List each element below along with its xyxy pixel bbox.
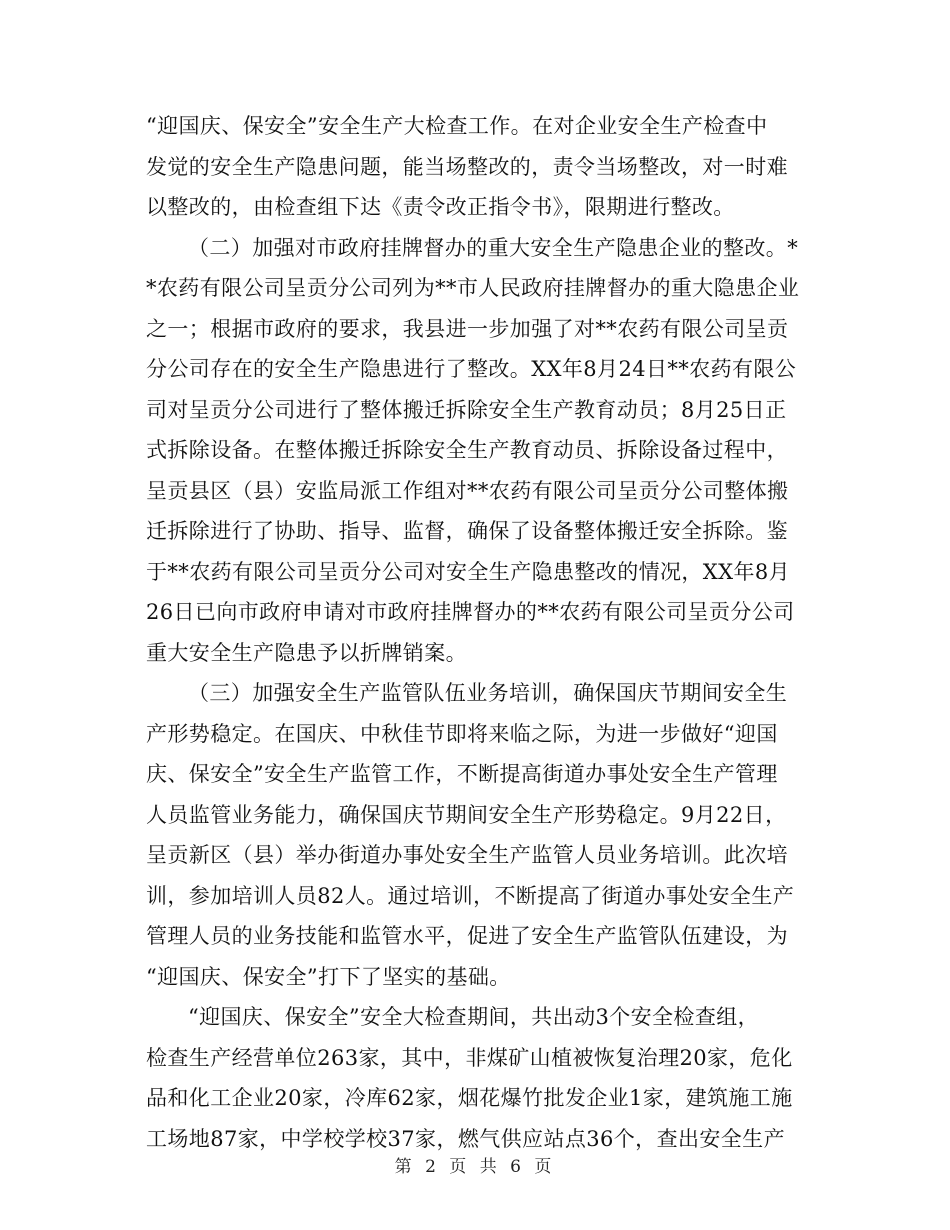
text-line: 呈贡新区（县）举办街道办事处安全生产监管人员业务培训。此次培 <box>146 843 788 867</box>
text-line: 管理人员的业务技能和监管水平，促进了安全生产监管队伍建设，为 <box>146 924 788 948</box>
text-line: 式拆除设备。在整体搬迁拆除安全生产教育动员、拆除设备过程中， <box>146 438 788 462</box>
text-line: 于**农药有限公司呈贡分公司对安全生产隐患整改的情况，XX年8月 <box>146 559 791 584</box>
text-line: 迁拆除进行了协助、指导、监督，确保了设备整体搬迁安全拆除。鉴 <box>146 519 788 543</box>
text-line: 检查生产经营单位263家，其中，非煤矿山植被恢复治理20家，危化 <box>146 1045 793 1070</box>
text-line: 分公司存在的安全生产隐患进行了整改。XX年8月24日**农药有限公 <box>146 357 797 381</box>
text-line: 之一；根据市政府的要求，我县进一步加强了对**农药有限公司呈贡 <box>146 316 789 341</box>
text-line: 重大安全生产隐患予以折牌销案。 <box>146 640 467 665</box>
text-line: *农药有限公司呈贡分公司列为**市人民政府挂牌督办的重大隐患企业 <box>146 276 800 300</box>
text-line: 人员监管业务能力，确保国庆节期间安全生产形势稳定。9月22日， <box>146 802 787 827</box>
text-line: “迎国庆、保安全”安全生产大检查工作。在对企业安全生产检查中 <box>146 114 768 138</box>
text-line: 26日已向市政府申请对市政府挂牌督办的**农药有限公司呈贡分公司 <box>146 600 795 624</box>
text-line: 以整改的，由检查组下达《责令改正指令书》，限期进行整改。 <box>146 195 735 219</box>
text-line: 训，参加培训人员82人。通过培训，不断提高了街道办事处安全生产 <box>146 883 795 908</box>
text-line: 产形势稳定。在国庆、中秋佳节即将来临之际，为进一步做好“迎国 <box>146 721 778 746</box>
text-line: 发觉的安全生产隐患问题，能当场整改的，责令当场整改，对一时难 <box>146 154 788 179</box>
text-line: 呈贡县区（县）安监局派工作组对**农药有限公司呈贡分公司整体搬 <box>146 478 789 503</box>
text-line: 司对呈贡分公司进行了整体搬迁拆除安全生产教育动员；8月25日正 <box>146 397 787 422</box>
text-line: “迎国庆、保安全”打下了坚实的基础。 <box>146 964 511 989</box>
document-body <box>146 106 806 1159</box>
text-line: 庆、保安全”安全生产监管工作，不断提高街道办事处安全生产管理 <box>146 762 778 786</box>
text-line: 品和化工企业20家，冷库62家，烟花爆竹批发企业1家，建筑施工施 <box>146 1086 793 1110</box>
text-line: （二）加强对市政府挂牌督办的重大安全生产隐患企业的整改。* <box>188 235 799 260</box>
text-line: （三）加强安全生产监管队伍业务培训，确保国庆节期间安全生 <box>188 681 788 705</box>
text-line: 工场地87家，中学校学校37家，燃气供应站点36个，查出安全生产 <box>146 1126 785 1151</box>
page-number-footer: 第 2 页 共 6 页 <box>394 1157 556 1177</box>
text-line: “迎国庆、保安全”安全大检查期间，共出动3个安全检查组， <box>188 1005 760 1029</box>
